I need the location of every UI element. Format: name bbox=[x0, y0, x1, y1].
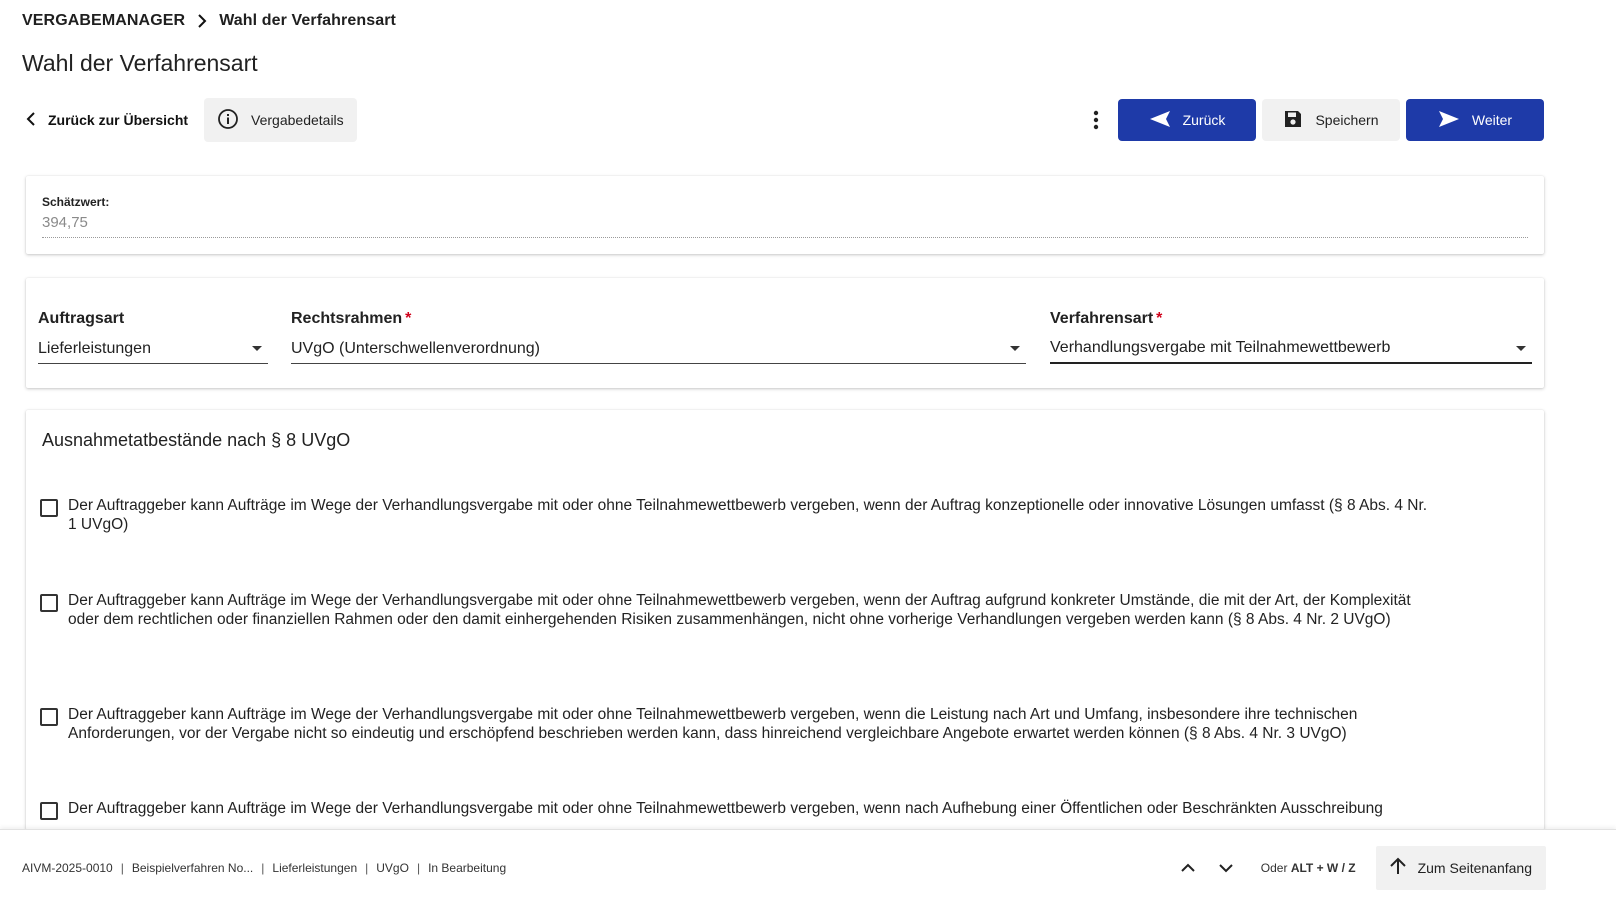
verfahrensart-field bbox=[1050, 310, 1532, 364]
exception-checkbox-3[interactable] bbox=[40, 708, 58, 726]
estimate-value: 394,75 bbox=[42, 214, 88, 231]
back-button-label: Zurück bbox=[1182, 112, 1226, 128]
status-footer bbox=[0, 829, 1616, 905]
rechtsrahmen-select[interactable] bbox=[291, 336, 1026, 364]
estimate-label: Schätzwert: bbox=[42, 195, 110, 209]
procedure-info bbox=[22, 861, 506, 875]
separator: | bbox=[365, 860, 369, 875]
back-to-overview-link[interactable] bbox=[22, 98, 192, 142]
chevron-left-icon bbox=[26, 112, 36, 129]
exception-text-2: Der Auftraggeber kann Aufträge im Wege der Verhandlungsvergabe mit oder ohne Teilnahmewettbewerb vergeben, wenn der Auftrag aufgrund konkreter Umstände, die mit der Art, der Komplexität oder dem rechtlichen oder finanziellen Rahmen oder den damit einhergehenden Risiken zusammenhängen, nicht ohne vorherige Verhandlungen vergeben werden kann (§ 8 Abs. 4 Nr. 2 UVgO) bbox=[68, 592, 1411, 628]
chevron-right-icon bbox=[193, 12, 211, 30]
exception-item bbox=[40, 496, 1434, 534]
arrow-up-icon bbox=[1390, 857, 1406, 878]
estimate-card bbox=[26, 176, 1544, 254]
back-to-overview-label: Zurück zur Übersicht bbox=[48, 112, 189, 128]
procedure-name: Beispielverfahren No... bbox=[131, 860, 254, 875]
page-title: Wahl der Verfahrensart bbox=[22, 50, 258, 76]
auftragsart-field bbox=[38, 310, 268, 364]
breadcrumb-current: Wahl der Verfahrensart bbox=[219, 12, 396, 29]
rechtsrahmen-value: UVgO (Unterschwellenverordnung) bbox=[291, 339, 540, 357]
exception-checkbox-1[interactable] bbox=[40, 499, 58, 517]
exception-text-1: Der Auftraggeber kann Aufträge im Wege der Verhandlungsvergabe mit oder ohne Teilnahmewettbewerb vergeben, wenn der Auftrag konzeptionelle oder innovative Lösungen umfasst (§ 8 Abs. 4 Nr. 1 UVgO) bbox=[68, 497, 1428, 533]
save-button-label: Speichern bbox=[1315, 112, 1379, 128]
caret-down-icon bbox=[1516, 346, 1526, 351]
details-button[interactable] bbox=[204, 98, 357, 142]
exception-item bbox=[40, 591, 1434, 629]
verfahrensart-label: Verfahrensart * bbox=[1050, 310, 1163, 327]
chevron-up-icon[interactable] bbox=[1173, 853, 1203, 883]
exception-checkbox-2[interactable] bbox=[40, 594, 58, 612]
required-marker: * bbox=[1156, 310, 1163, 327]
caret-down-icon bbox=[252, 346, 262, 351]
next-button-label: Weiter bbox=[1471, 112, 1513, 128]
exception-text-3: Der Auftraggeber kann Aufträge im Wege der Verhandlungsvergabe mit oder ohne Teilnahmewettbewerb vergeben, wenn die Leistung nach Art und Umfang, insbesondere ihre technischen Anforderungen, vor der Vergabe nicht so eindeutig und erschöpfend beschrieben werden kann, dass hinreichend vergleichbare Angebote erwartet werden können (§ 8 Abs. 4 Nr. 3 UVgO) bbox=[68, 706, 1358, 742]
keyboard-hint: Oder ALT + W / Z bbox=[1260, 860, 1356, 875]
exception-item bbox=[40, 705, 1434, 743]
exception-item bbox=[40, 799, 1434, 820]
procedure-fields-card bbox=[26, 278, 1544, 388]
breadcrumb-root[interactable]: VERGABEMANAGER bbox=[22, 12, 186, 29]
separator: | bbox=[261, 860, 265, 875]
chevron-down-icon[interactable] bbox=[1211, 853, 1241, 883]
scroll-to-top-label: Zum Seitenanfang bbox=[1417, 859, 1532, 876]
back-button[interactable] bbox=[1118, 99, 1256, 141]
separator: | bbox=[120, 860, 124, 875]
verfahrensart-value: Verhandlungsvergabe mit Teilnahmewettbewerb bbox=[1050, 339, 1391, 356]
procedure-status: In Bearbeitung bbox=[428, 860, 507, 875]
footer-navigation bbox=[1173, 846, 1546, 890]
rechtsrahmen-field bbox=[291, 310, 1026, 364]
floppy-disk-icon bbox=[1283, 109, 1303, 132]
separator: | bbox=[416, 860, 421, 875]
exceptions-title: Ausnahmetatbestände nach § 8 UVgO bbox=[42, 430, 351, 450]
exception-text-4: Der Auftraggeber kann Aufträge im Wege der Verhandlungsvergabe mit oder ohne Teilnahmewettbewerb vergeben, wenn nach Aufhebung einer Öffentlichen oder Beschränkten Ausschreibung bbox=[68, 800, 1383, 817]
procedure-framework: UVgO bbox=[376, 860, 409, 875]
breadcrumb bbox=[22, 10, 396, 32]
next-button[interactable] bbox=[1406, 99, 1544, 141]
auftragsart-select[interactable] bbox=[38, 336, 268, 364]
auftragsart-label: Auftragsart bbox=[38, 310, 125, 327]
caret-down-icon bbox=[1010, 346, 1020, 351]
required-marker: * bbox=[405, 310, 412, 327]
save-button[interactable] bbox=[1262, 99, 1400, 141]
scroll-to-top-button[interactable] bbox=[1376, 846, 1546, 890]
info-icon bbox=[217, 108, 239, 133]
send-icon bbox=[1438, 110, 1460, 131]
details-label: Vergabedetails bbox=[251, 112, 344, 128]
rechtsrahmen-label: Rechtsrahmen * bbox=[291, 310, 412, 327]
exception-checkbox-4[interactable] bbox=[40, 802, 58, 820]
estimate-divider bbox=[42, 237, 1528, 238]
exceptions-card bbox=[26, 410, 1544, 830]
procedure-type: Lieferleistungen bbox=[272, 860, 358, 875]
procedure-id: AIVM-2025-0010 bbox=[22, 860, 113, 875]
auftragsart-value: Lieferleistungen bbox=[38, 339, 151, 357]
toolbar bbox=[22, 98, 1544, 142]
send-back-icon bbox=[1149, 110, 1171, 131]
verfahrensart-select[interactable] bbox=[1050, 336, 1532, 364]
more-options-icon[interactable] bbox=[1078, 98, 1114, 142]
